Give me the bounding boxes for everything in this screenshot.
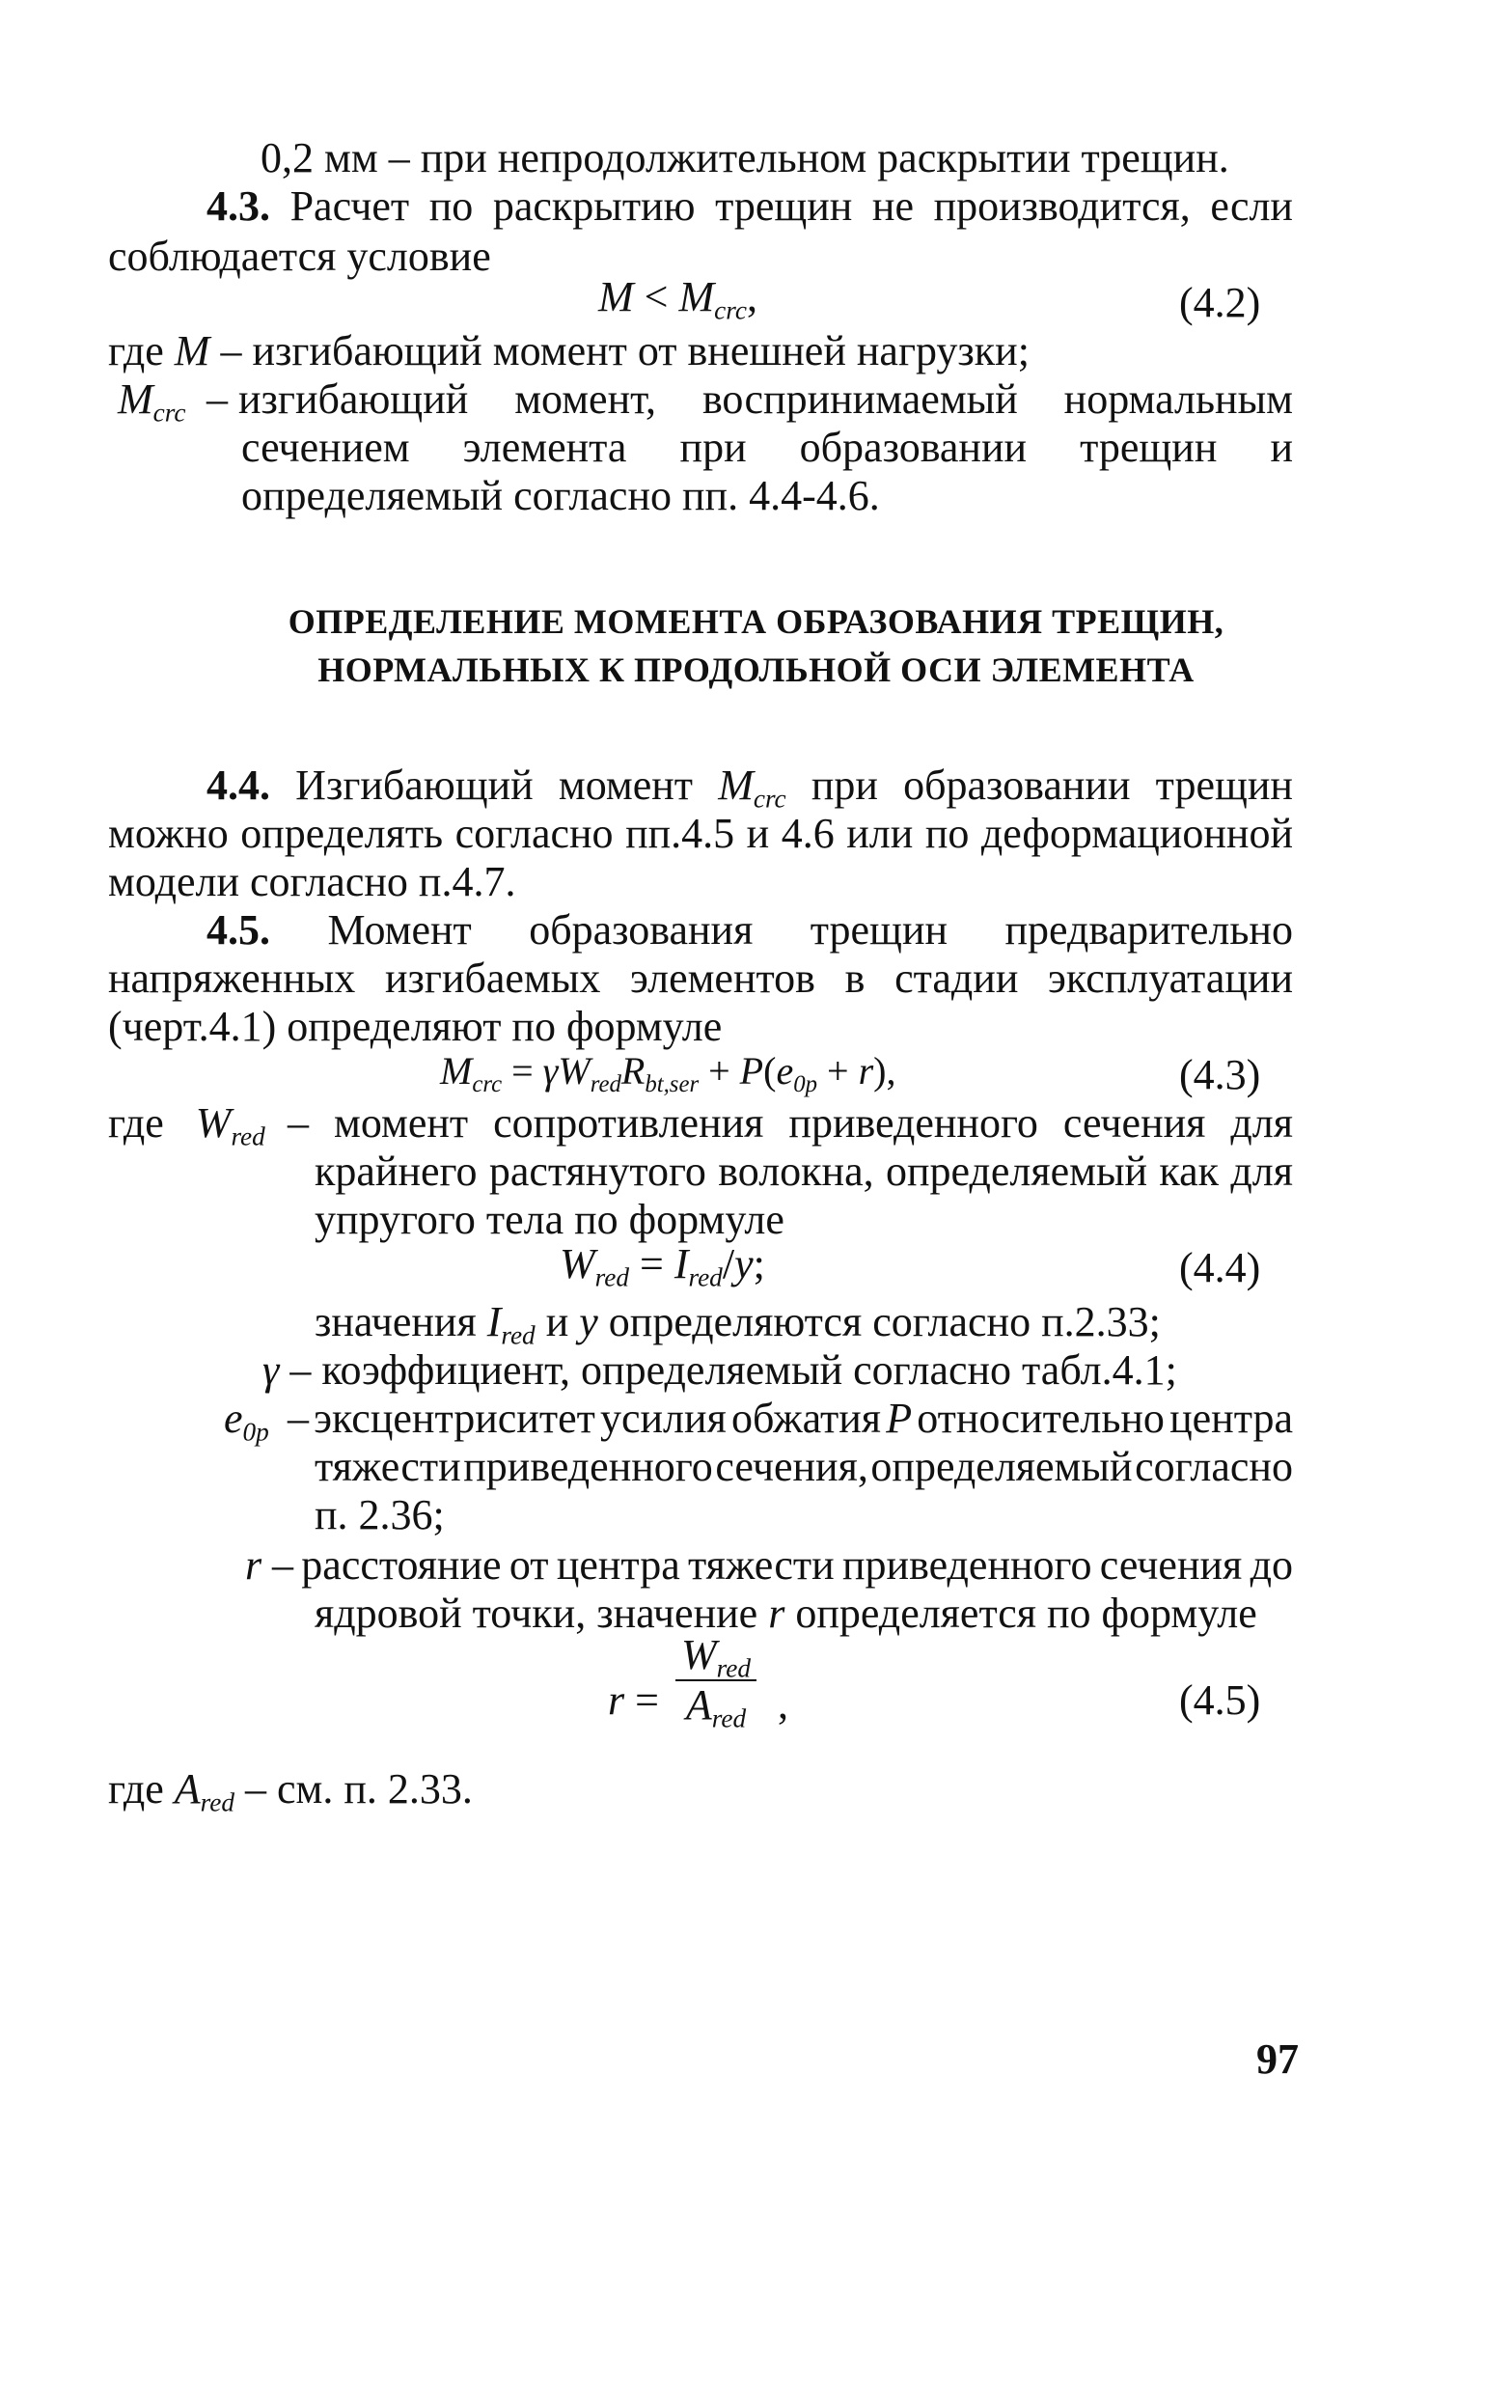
subscript: red: [711, 1703, 747, 1733]
symbol: M: [718, 761, 754, 809]
word: как: [1159, 1148, 1220, 1195]
values-line: [315, 1298, 1161, 1350]
word: сечения,: [715, 1443, 868, 1490]
subscript: red: [590, 1070, 621, 1097]
r-symbol: [245, 1542, 261, 1589]
text-line: соблюдается условие: [108, 233, 491, 280]
where-Mcrc-symbol: [118, 375, 186, 428]
word: обжатия: [730, 1395, 882, 1442]
bracket: ),: [873, 1049, 896, 1093]
bracket: (: [763, 1049, 777, 1093]
paragraph-4-4-line1: [206, 761, 1293, 814]
word: по: [428, 182, 474, 230]
word: трещин: [1155, 761, 1293, 809]
word: – изгибающий: [206, 375, 469, 423]
where-M: [108, 328, 1030, 374]
symbol: M: [440, 1049, 473, 1093]
word: сопротивления: [493, 1099, 764, 1147]
subscript: red: [688, 1262, 723, 1292]
word: при: [679, 424, 747, 471]
word: расстояние: [301, 1541, 502, 1589]
word: центра: [556, 1541, 680, 1589]
word: согласно: [454, 810, 614, 857]
symbol: A: [174, 1765, 201, 1813]
equation-4-5-lhs: [608, 1677, 659, 1724]
word: в: [844, 955, 866, 1002]
word: по: [924, 810, 970, 857]
symbol: r: [245, 1541, 262, 1589]
word: от: [509, 1541, 549, 1589]
e0p-line1: [288, 1396, 1293, 1442]
punct: ,: [746, 273, 757, 320]
symbol: M: [678, 273, 715, 320]
text-line: п. 2.36;: [315, 1491, 445, 1538]
word: момент: [558, 761, 694, 809]
word: трещин: [715, 182, 853, 230]
word: сечением: [241, 424, 410, 471]
subscript: crc: [714, 295, 747, 325]
word: –: [288, 1099, 309, 1147]
symbol-Mcrc: [718, 761, 786, 814]
subscript: red: [594, 1262, 629, 1292]
text-line: (черт.4.1) определяют по формуле: [108, 1003, 723, 1050]
clause-number: 4.4.: [206, 761, 270, 809]
subscript: 0p: [242, 1417, 269, 1447]
section-heading-line1: ОПРЕДЕЛЕНИЕ МОМЕНТА ОБРАЗОВАНИЯ ТРЕЩИН,: [288, 602, 1224, 641]
word: до: [1250, 1541, 1293, 1589]
word: приведенного: [788, 1099, 1038, 1147]
numerator: [675, 1633, 756, 1681]
word: нормальным: [1063, 375, 1293, 423]
word: согласно: [1135, 1443, 1293, 1490]
symbol: γ: [262, 1346, 280, 1394]
subscript: red: [200, 1787, 235, 1817]
where-Ared: [108, 1765, 473, 1817]
equation-number: (4.4): [1179, 1244, 1261, 1291]
equation-number: (4.2): [1179, 279, 1261, 326]
word: тяжести: [315, 1443, 461, 1490]
word: Расчет: [289, 182, 410, 230]
equation-4-2: [598, 273, 757, 325]
word: усилия: [599, 1395, 727, 1442]
subscript: crc: [472, 1070, 503, 1097]
subscript: 0p: [793, 1070, 817, 1097]
word: если: [1210, 182, 1293, 230]
subscript: crc: [753, 784, 786, 814]
equation-4-5-fraction: [675, 1631, 756, 1733]
word: производится,: [933, 182, 1191, 230]
word: приведенного: [841, 1541, 1092, 1589]
symbol: W: [560, 1240, 595, 1287]
equation-4-3: [440, 1048, 896, 1097]
symbol: e: [776, 1049, 794, 1093]
symbol: P: [886, 1395, 913, 1442]
word: тяжести: [688, 1541, 835, 1589]
word: можно: [108, 810, 229, 857]
where-Wred-line2: [315, 1149, 1293, 1195]
symbol: r: [768, 1590, 785, 1637]
word: центра: [1169, 1395, 1293, 1442]
text: где: [108, 1099, 164, 1147]
text: где: [108, 327, 175, 374]
page-number: 97: [1256, 2035, 1299, 2083]
word: деформационной: [980, 810, 1293, 857]
word: и: [1270, 424, 1293, 471]
text: – коэффициент, определяемый согласно табл.4.1;: [279, 1346, 1177, 1394]
where-Mcrc-line1: [206, 376, 1293, 423]
word: момент: [333, 1099, 469, 1147]
punct: ,: [778, 1680, 788, 1728]
word: –: [288, 1395, 309, 1442]
symbol: e: [224, 1395, 243, 1442]
text-line: упругого тела по формуле: [315, 1196, 784, 1243]
text: ядровой точки, значение: [315, 1590, 769, 1637]
text: – изгибающий момент от внешней нагрузки;: [209, 327, 1030, 374]
word: растянутого: [488, 1148, 706, 1195]
word: крайнего: [315, 1148, 478, 1195]
symbol: I: [674, 1240, 689, 1287]
paragraph-4-5-line1: [206, 907, 1293, 954]
symbol: y: [734, 1240, 754, 1287]
equation-number: (4.5): [1179, 1676, 1261, 1724]
word: при: [811, 761, 878, 809]
subscript: bt,ser: [645, 1070, 700, 1097]
word: элементов: [630, 955, 815, 1002]
symbol: r: [608, 1676, 625, 1724]
word: воспринимаемый: [701, 375, 1018, 423]
equation-number: (4.3): [1179, 1051, 1261, 1098]
operator: +: [817, 1049, 859, 1093]
word: трещин: [810, 906, 948, 954]
symbol: y: [579, 1298, 598, 1345]
word: образования: [529, 906, 754, 954]
word: относительно: [917, 1395, 1165, 1442]
e0p-line2: [315, 1444, 1293, 1490]
r-line1: [272, 1542, 1293, 1589]
word: момент,: [514, 375, 657, 423]
symbol: M: [118, 375, 153, 423]
paragraph-4-3-line1: [206, 183, 1293, 230]
operator: =: [502, 1049, 543, 1093]
word: раскрытию: [492, 182, 696, 230]
paragraph-4-4-line2: [108, 811, 1293, 857]
symbol: W: [558, 1049, 591, 1093]
symbol: P: [739, 1049, 764, 1093]
clause-number: 4.5.: [206, 906, 270, 954]
where-Wred-line1: [288, 1100, 1293, 1147]
operator: +: [699, 1049, 740, 1093]
word: определяемый: [870, 1443, 1133, 1490]
where-Wred-symbol: [108, 1099, 265, 1151]
operator: /: [722, 1240, 735, 1287]
word: Момент: [327, 906, 472, 954]
r-line2: [315, 1591, 1257, 1637]
word: эксплуатации: [1048, 955, 1293, 1002]
word: не: [871, 182, 914, 230]
word: и: [746, 810, 770, 857]
operator: =: [629, 1240, 674, 1287]
word: определяемый: [885, 1148, 1148, 1195]
word: образовании: [903, 761, 1131, 809]
symbol: R: [620, 1049, 646, 1093]
word: напряженных: [108, 955, 356, 1002]
word: или: [846, 810, 914, 857]
word: волокна,: [718, 1148, 874, 1195]
word: эксцентриситет: [314, 1395, 595, 1442]
word: сечения: [1062, 1099, 1206, 1147]
punct: ;: [753, 1240, 765, 1287]
symbol: r: [858, 1049, 874, 1093]
text: и: [535, 1298, 580, 1345]
symbol: I: [486, 1298, 502, 1345]
subscript: red: [231, 1121, 265, 1151]
clause-number: 4.3.: [206, 182, 270, 230]
symbol: W: [195, 1099, 232, 1147]
equation-4-4: [560, 1240, 765, 1292]
word: приведенного: [463, 1443, 713, 1490]
word: –: [272, 1541, 293, 1589]
word: образовании: [799, 424, 1028, 471]
paragraph-4-5-line2: [108, 955, 1293, 1002]
word: 4.6: [781, 810, 835, 857]
word: пп.4.5: [625, 810, 735, 857]
word: определять: [240, 810, 444, 857]
text-line: 0,2 мм – при непродолжительном раскрытии трещин.: [261, 134, 1229, 181]
word: для: [1230, 1148, 1293, 1195]
symbol: M: [598, 273, 634, 320]
word: элемента: [462, 424, 627, 471]
text-line: определяемый согласно пп. 4.4-4.6.: [241, 472, 880, 519]
symbol: M: [174, 327, 210, 374]
symbol: A: [685, 1681, 712, 1729]
word: для: [1230, 1099, 1293, 1147]
text-line: модели согласно п.4.7.: [108, 858, 516, 905]
operator: =: [624, 1676, 659, 1724]
subscript: red: [716, 1653, 751, 1683]
subscript: red: [501, 1320, 536, 1350]
word: стадии: [894, 955, 1019, 1002]
denominator: [675, 1681, 756, 1733]
subscript: crc: [152, 398, 186, 428]
word: изгибаемых: [384, 955, 601, 1002]
text: значения: [315, 1298, 487, 1345]
e0p-symbol: [224, 1395, 269, 1447]
text: определяются согласно п.2.33;: [597, 1298, 1161, 1345]
text: где: [108, 1765, 175, 1813]
text: – см. п. 2.33.: [234, 1765, 473, 1813]
word: трещин: [1080, 424, 1218, 471]
text: определяется по формуле: [784, 1590, 1257, 1637]
section-heading-line2: НОРМАЛЬНЫХ К ПРОДОЛЬНОЙ ОСИ ЭЛЕМЕНТА: [317, 650, 1195, 689]
word: Изгибающий: [295, 761, 534, 809]
gamma-line: [262, 1347, 1177, 1394]
word: предварительно: [1004, 906, 1293, 954]
operator: <: [633, 273, 679, 320]
word: сечения: [1099, 1541, 1243, 1589]
symbol: W: [681, 1631, 717, 1678]
where-Mcrc-line2: [241, 425, 1293, 471]
symbol: γ: [542, 1049, 559, 1093]
